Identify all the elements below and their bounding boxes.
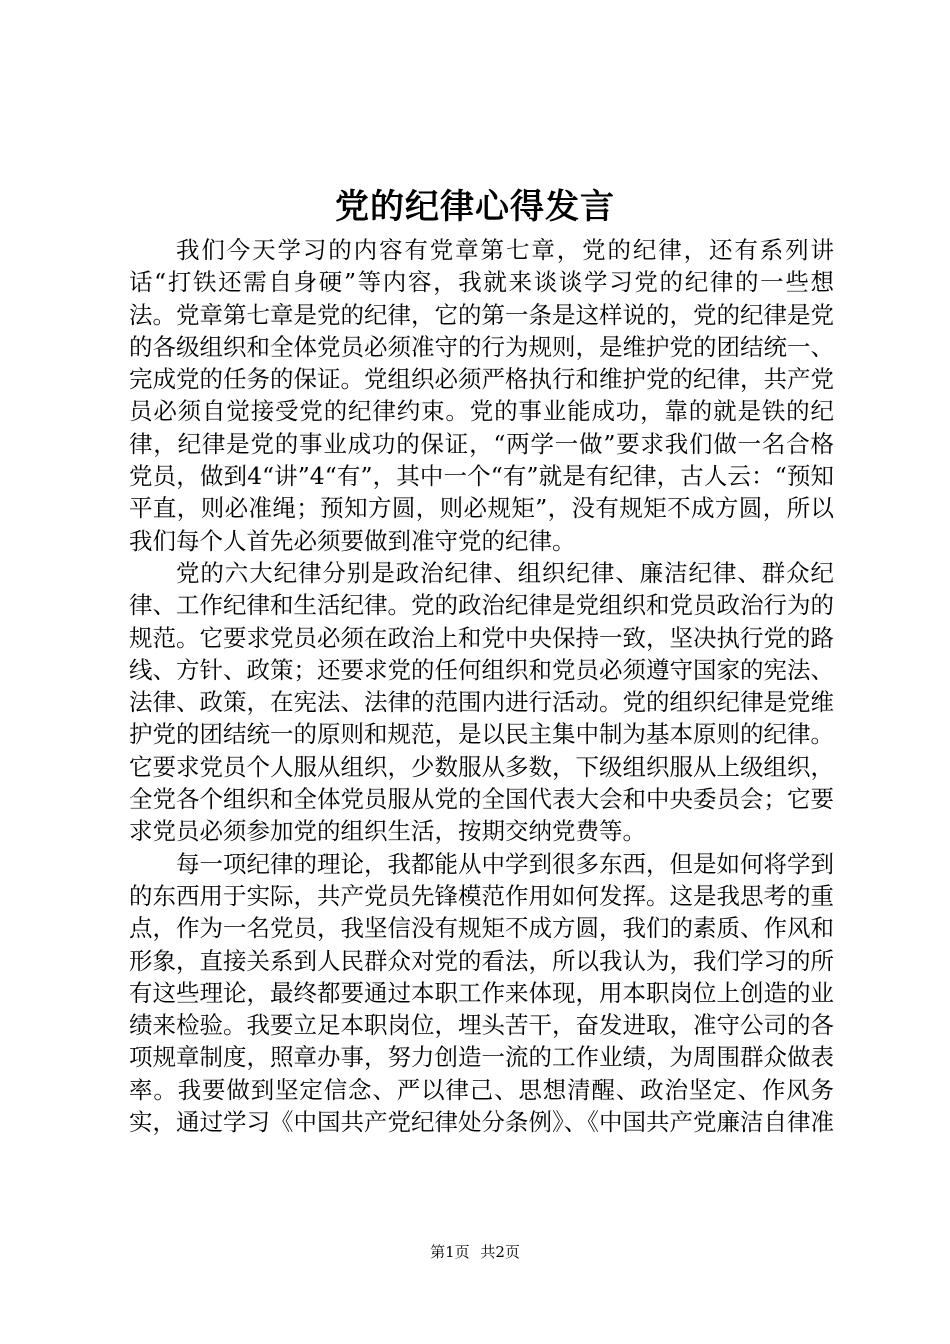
paragraph: 每一项纪律的理论，我都能从中学到很多东西，但是如何将学到的东西用于实际，共产党员先锋模范作用如何发挥。这是我思考的重点，作为一名党员，我坚信没有规矩不成方圆，我们的素质、作风和形象，直接关系到人民群众对党的看法，所以我认为，我们学习的所有这些理论，最终都要通过本职工作来体现，用本职岗位上创造的业绩来检验。我要立足本职岗位，埋头苦干，奋发进取，准守公司的各项规章制度，照章办事，努力创造一流的工作业绩，为周围群众做表率。我要做到坚定信念、严以律己、思想清醒、政治坚定、作风务实，通过学习《中国共产党纪律处分条例》、《中国共产党廉洁自律准 xyxy=(129,849,834,1137)
document-title: 党的纪律心得发言 xyxy=(335,187,615,227)
page-number-total: 共2页 xyxy=(480,1243,520,1261)
paragraph: 我们今天学习的内容有党章第七章，党的纪律，还有系列讲话“打铁还需自身硬”等内容，我就来谈谈学习党的纪律的一些想法。党章第七章是党的纪律，它的第一条是这样说的，党的纪律是党的各级组织和全体党员必须准守的行为规则，是维护党的团结统一、完成党的任务的保证。党组织必须严格执行和维护党的纪律，共产党员必须自觉接受党的纪律约束。党的事业能成功，靠的就是铁的纪律，纪律是党的事业成功的保证，“两学一做”要求我们做一名合格党员，做到4“讲”4“有”，其中一个“有”就是有纪律，古人云：“预知平直，则必准绳；预知方圆，则必规矩”，没有规矩不成方圆，所以我们每个人首先必须要做到准守党的纪律。 xyxy=(129,236,834,555)
page-footer xyxy=(0,1242,950,1262)
paragraph: 党的六大纪律分别是政治纪律、组织纪律、廉洁纪律、群众纪律、工作纪律和生活纪律。党的政治纪律是党组织和党员政治行为的规范。它要求党员必须在政治上和党中央保持一致，坚决执行党的路线、方针、政策；还要求党的任何组织和党员必须遵守国家的宪法、法律、政策，在宪法、法律的范围内进行活动。党的组织纪律是党维护党的团结统一的原则和规范，是以民主集中制为基本原则的纪律。它要求党员个人服从组织，少数服从多数，下级组织服从上级组织，全党各个组织和全体党员服从党的全国代表大会和中央委员会；它要求党员必须参加党的组织生活，按期交纳党费等。 xyxy=(129,558,834,846)
document-body xyxy=(129,234,834,1138)
page-number-current: 第1页 xyxy=(430,1243,470,1261)
